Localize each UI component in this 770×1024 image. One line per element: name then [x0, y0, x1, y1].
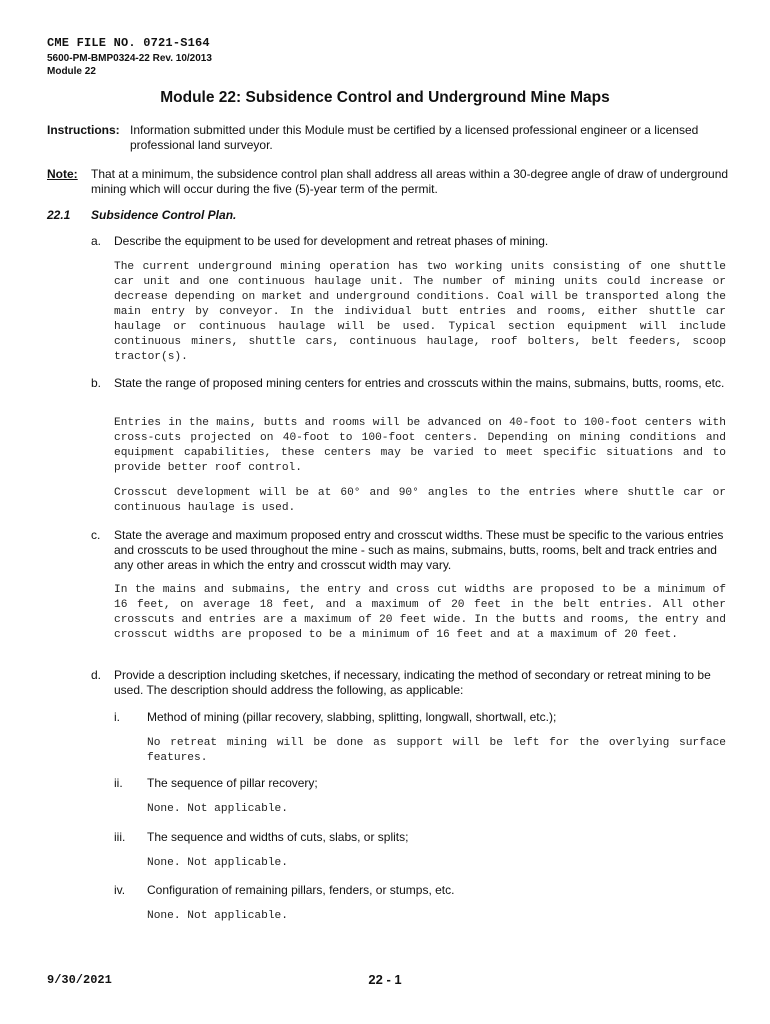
- item-d-label: d.: [91, 668, 102, 682]
- module-label: Module 22: [47, 66, 96, 77]
- item-d-question: Provide a description including sketches, if necessary, indicating the method of secondary or retreat mining to be used. The description should address the following, as applicable:: [114, 668, 711, 697]
- item-c-label: c.: [91, 528, 101, 542]
- form-number: 5600-PM-BMP0324-22 Rev. 10/2013: [47, 53, 212, 64]
- instructions-label: Instructions:: [47, 123, 120, 137]
- instructions-text: Information submitted under this Module must be certified by a licensed professional engineer or a licensed professional land surveyor.: [130, 123, 699, 152]
- item-b-response-1: Entries in the mains, butts and rooms will be advanced on 40-foot to 100-foot centers with cross-cuts projected on 40-foot to 100-foot centers. Depending on mining conditions and equipment capabilities, these centers may be varied to meet specific situations and to provide better roof control.: [114, 417, 726, 474]
- item-a-response: The current underground mining operation has two working units consisting of one shuttle car unit and one continuous haulage unit. The number of mining units could increase or decrease depending on market and underground conditions. Coal will be transported along the main entry by conveyor. In the individual butt entries and rooms, either shuttle car haulage or continuous haulage will be used. Typical section equipment will include continuous miners, shuttle cars, continuous haulage, roof bolters, belt feeders, scoop tractor(s).: [114, 261, 726, 363]
- item-d-i-question: Method of mining (pillar recovery, slabbing, splitting, longwall, shortwall, etc.);: [147, 710, 557, 724]
- item-d-iii-label: iii.: [114, 830, 126, 844]
- page-title: Module 22: Subsidence Control and Underground Mine Maps: [160, 89, 610, 106]
- cme-file-number: CME FILE NO. 0721-S164: [47, 36, 210, 50]
- note-label: Note:: [47, 167, 78, 181]
- item-b-response-2: Crosscut development will be at 60° and 90° angles to the entries where shuttle car or continuous haulage is used.: [114, 487, 726, 514]
- item-d-iii-response: None. Not applicable.: [147, 857, 288, 869]
- item-b-question: State the range of proposed mining centers for entries and crosscuts within the mains, submains, butts, rooms, etc.: [114, 376, 725, 390]
- item-d-ii-question: The sequence of pillar recovery;: [147, 776, 318, 790]
- item-a-question: Describe the equipment to be used for development and retreat phases of mining.: [114, 234, 549, 248]
- item-a-label: a.: [91, 234, 102, 248]
- section-heading: Subsidence Control Plan.: [91, 208, 237, 222]
- item-d-i-response: No retreat mining will be done as support will be left for the overlying surface features.: [147, 737, 726, 764]
- item-d-ii-label: ii.: [114, 776, 123, 790]
- footer-date: 9/30/2021: [47, 973, 112, 987]
- item-d-ii-response: None. Not applicable.: [147, 803, 288, 815]
- item-d-iv-label: iv.: [114, 883, 126, 897]
- item-d-iv-response: None. Not applicable.: [147, 910, 288, 922]
- item-d-iv-question: Configuration of remaining pillars, fenders, or stumps, etc.: [147, 883, 455, 897]
- item-c-question: State the average and maximum proposed entry and crosscut widths. These must be specific to the various entries and crosscuts to be used throughout the mine - such as mains, submains, butts, rooms, belt and track entries and any other areas in which the entry and crosscut width may vary.: [114, 528, 724, 572]
- section-number: 22.1: [47, 208, 71, 222]
- note-text: That at a minimum, the subsidence control plan shall address all areas within a 30-degree angle of draw of underground mining which will occur during the five (5)-year term of the permit.: [91, 167, 729, 196]
- item-d-i-label: i.: [114, 710, 120, 724]
- item-d-iii-question: The sequence and widths of cuts, slabs, or splits;: [147, 830, 409, 844]
- item-c-response: In the mains and submains, the entry and cross cut widths are proposed to be a minimum of 16 feet, on average 18 feet, and a maximum of 20 feet in the belt entries. All other crosscuts and entries are a maximum of 20 feet wide. In the butts and rooms, the entry and crosscut widths are proposed to be a minimum of 16 feet and at a maximum of 20 feet.: [114, 584, 726, 641]
- page-number: 22 - 1: [368, 972, 402, 987]
- item-b-label: b.: [91, 376, 102, 390]
